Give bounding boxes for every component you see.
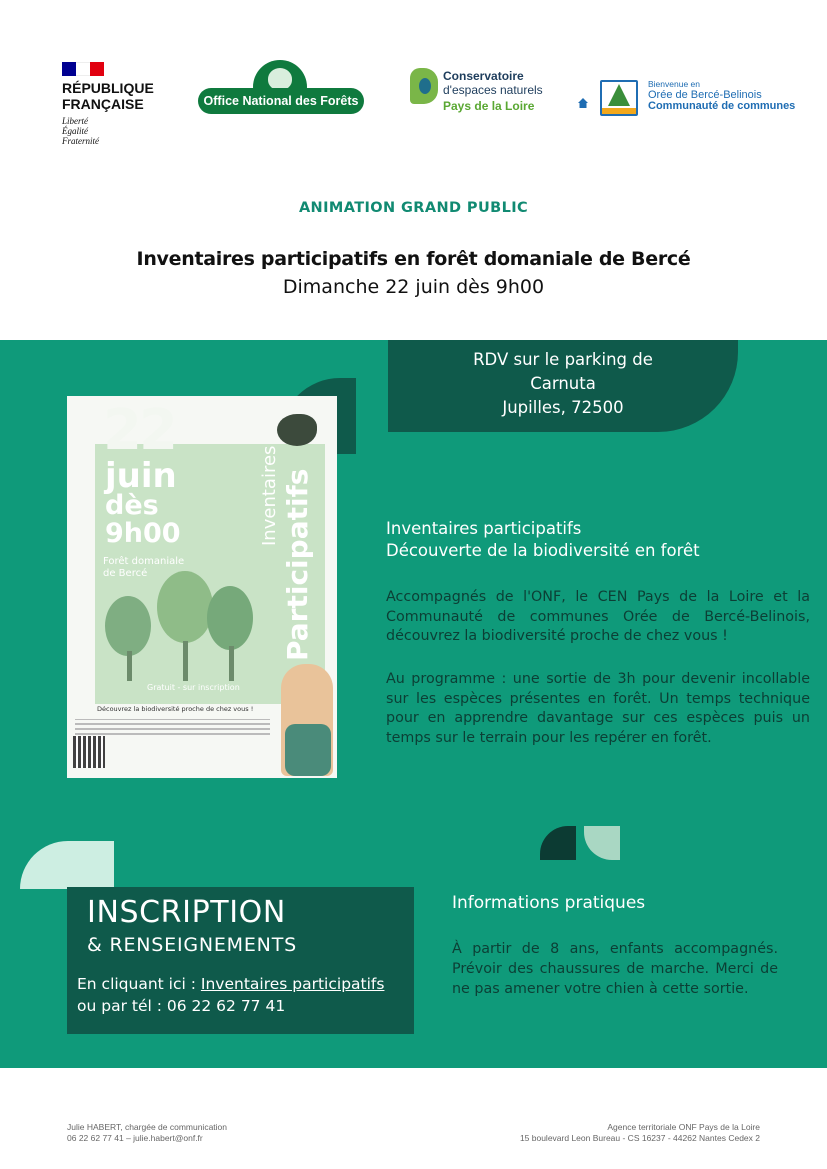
event-kicker: ANIMATION GRAND PUBLIC — [298, 200, 529, 216]
inscription-click-prefix: En cliquant ici : — [77, 975, 201, 993]
home-icon — [578, 98, 588, 108]
observer-illustration — [281, 664, 333, 776]
bird-icon — [277, 414, 317, 446]
pine-tree-icon — [600, 80, 638, 116]
footer-contact — [67, 1122, 227, 1144]
cen-logo — [410, 68, 580, 118]
rf-motto-2: Égalité — [62, 126, 88, 136]
communaute-communes-logo — [578, 76, 813, 116]
footer-right-line1: Agence territoriale ONF Pays de la Loire — [607, 1122, 760, 1132]
onf-logo — [198, 60, 364, 116]
event-date: Dimanche 22 juin dès 9h00 — [282, 276, 545, 298]
poster-vertical-1: Inventaires — [259, 445, 280, 546]
programme-paragraph: Au programme : une sortie de 3h pour devenir incollable sur les espèces présentes en forêt. Un temps technique pour en apprendre davantage sur ces espèces puis un temps sur le terrain pour les repérer en forêt. — [386, 671, 810, 746]
intro-paragraph: Accompagnés de l'ONF, le CEN Pays de la Loire et la Communauté de communes Orée de Bercé-Belinois, découvrez la biodiversité proche de chez vous ! — [386, 589, 810, 644]
poster-vertical-2: Participatifs — [281, 468, 314, 661]
cc-line2: Orée de Bercé-Belinois — [648, 89, 762, 101]
cen-line1: Conservatoire — [443, 69, 524, 83]
inscription-subtitle: & RENSEIGNEMENTS — [87, 934, 297, 956]
tree-illustration — [157, 571, 213, 643]
event-title: Inventaires participatifs en forêt domaniale de Bercé — [136, 248, 691, 270]
poster-time — [105, 492, 181, 548]
inscription-box — [67, 887, 414, 1034]
tree-icon — [268, 68, 292, 90]
poster-free: Gratuit - sur inscription — [147, 683, 240, 692]
inscription-title: INSCRIPTION — [87, 895, 286, 930]
poster-tagline: Découvrez la biodiversité proche de chez vous ! — [97, 705, 254, 713]
french-flag-icon — [62, 62, 104, 76]
info-text: À partir de 8 ans, enfants accompagnés. Prévoir des chaussures de marche. Merci de ne pas amener votre chien à cette sortie. — [452, 941, 778, 997]
section-subtitle — [386, 518, 700, 562]
inscription-link[interactable]: Inventaires participatifs — [200, 975, 385, 993]
rdv-box — [388, 340, 738, 432]
cen-line3: Pays de la Loire — [443, 99, 535, 113]
inscription-phone: ou par tél : 06 22 62 77 41 — [77, 997, 286, 1015]
cc-line1: Bienvenue en — [648, 79, 700, 89]
tree-trunk — [183, 641, 188, 681]
event-poster — [67, 396, 337, 778]
rf-name-line2: FRANÇAISE — [62, 96, 144, 112]
rdv-line3: Jupilles, 72500 — [502, 398, 624, 417]
cen-line2: d'espaces naturels — [443, 83, 543, 97]
footer-right-line2: 15 boulevard Leon Bureau - CS 16237 - 44262 Nantes Cedex 2 — [519, 1133, 760, 1143]
footer-left-line1: Julie HABERT, chargée de communication — [67, 1122, 228, 1132]
info-title: Informations pratiques — [452, 893, 646, 913]
rf-motto-3: Fraternité — [62, 136, 99, 146]
rf-motto-1: Liberté — [62, 116, 88, 126]
poster-place-line2: de Bercé — [103, 568, 148, 579]
poster-day: 22 — [103, 398, 175, 463]
inscription-link-line — [77, 975, 384, 993]
republique-francaise-logo — [62, 62, 172, 146]
poster-place-line1: Forêt domaniale — [103, 556, 185, 567]
tree-illustration — [207, 586, 253, 650]
rdv-line2: Carnuta — [530, 374, 596, 393]
qr-code-icon — [73, 736, 105, 768]
onf-label: Office National des Forêts — [198, 88, 364, 114]
subtitle-line1: Inventaires participatifs — [386, 519, 582, 538]
tree-trunk — [229, 646, 234, 681]
cc-line3: Communauté de communes — [648, 100, 796, 112]
tree-illustration — [105, 596, 151, 656]
rdv-line1: RDV sur le parking de — [473, 350, 653, 369]
rf-name-line1: RÉPUBLIQUE — [62, 80, 154, 96]
footer-address — [520, 1122, 760, 1144]
poster-time-line2: 9h00 — [105, 518, 181, 549]
poster-time-line1: dès — [105, 490, 159, 521]
subtitle-line2: Découverte de la biodiversité en forêt — [386, 541, 700, 560]
cen-leaf-icon — [410, 68, 438, 104]
tree-trunk — [127, 651, 132, 681]
poster-month: juin — [105, 456, 177, 496]
footer-left-line2: 06 22 62 77 41 – julie.habert@onf.fr — [67, 1133, 203, 1143]
